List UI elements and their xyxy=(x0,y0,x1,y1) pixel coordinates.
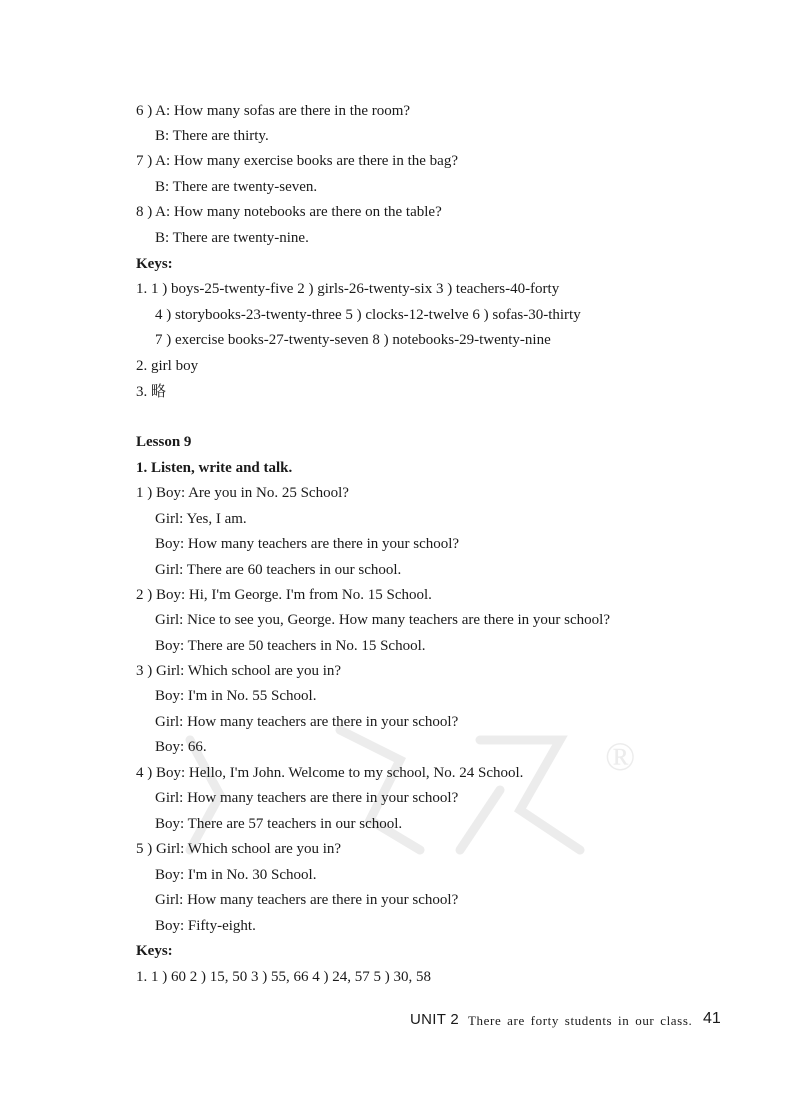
dialogue-line: Boy: I'm in No. 30 School. xyxy=(155,867,317,883)
dialogue-line: 2 ) Boy: Hi, I'm George. I'm from No. 15 School. xyxy=(136,587,432,603)
dialogue-line: Boy: How many teachers are there in your school? xyxy=(155,536,460,552)
page-footer xyxy=(410,1010,720,1032)
keys-heading: Keys: xyxy=(136,256,173,272)
dialogue-line: Boy: Fifty-eight. xyxy=(155,918,256,934)
text-line: B: There are twenty-seven. xyxy=(155,179,318,195)
page-number: 41 xyxy=(703,1010,721,1027)
key-line: 1. 1 ) 60 2 ) 15, 50 3 ) 55, 66 4 ) 24, 57 5 ) 30, 58 xyxy=(136,969,431,985)
dialogue-line: Girl: There are 60 teachers in our school. xyxy=(155,562,402,578)
dialogue-line: Girl: How many teachers are there in your school? xyxy=(155,714,459,730)
text-line: 6 ) A: How many sofas are there in the room? xyxy=(136,103,411,119)
text-line: B: There are twenty-nine. xyxy=(155,230,309,246)
key-line: 2. girl boy xyxy=(136,358,199,374)
keys-heading: Keys: xyxy=(136,943,173,959)
key-line: 4 ) storybooks-23-twenty-three 5 ) clocks-12-twelve 6 ) sofas-30-thirty xyxy=(155,307,581,323)
dialogue-line: Girl: Yes, I am. xyxy=(155,511,247,527)
lesson-heading: Lesson 9 xyxy=(136,434,192,450)
footer-unit: UNIT 2 xyxy=(410,1011,460,1028)
dialogue-line: 5 ) Girl: Which school are you in? xyxy=(136,841,342,857)
dialogue-line: Boy: 66. xyxy=(155,739,207,755)
dialogue-line: Boy: There are 57 teachers in our school. xyxy=(155,816,403,832)
dialogue-line: 3 ) Girl: Which school are you in? xyxy=(136,663,342,679)
dialogue-line: 1 ) Boy: Are you in No. 25 School? xyxy=(136,485,349,501)
dialogue-line: Boy: There are 50 teachers in No. 15 School. xyxy=(155,638,426,654)
text-line: B: There are thirty. xyxy=(155,128,269,144)
dialogue-line: 4 ) Boy: Hello, I'm John. Welcome to my school, No. 24 School. xyxy=(136,765,524,781)
dialogue-line: Girl: How many teachers are there in your school? xyxy=(155,790,459,806)
registered-mark: ® xyxy=(605,734,636,779)
key-line: 3. 略 xyxy=(136,384,167,400)
dialogue-line: Girl: How many teachers are there in your school? xyxy=(155,892,459,908)
key-line: 1. 1 ) boys-25-twenty-five 2 ) girls-26-twenty-six 3 ) teachers-40-forty xyxy=(136,281,560,297)
text-line: 7 ) A: How many exercise books are there in the bag? xyxy=(136,153,458,169)
dialogue-line: Boy: I'm in No. 55 School. xyxy=(155,688,317,704)
dialogue-line: Girl: Nice to see you, George. How many teachers are there in your school? xyxy=(155,612,610,628)
text-line: 8 ) A: How many notebooks are there on the table? xyxy=(136,204,442,220)
exercise-heading: 1. Listen, write and talk. xyxy=(136,460,293,476)
key-line: 7 ) exercise books-27-twenty-seven 8 ) notebooks-29-twenty-nine xyxy=(155,332,551,348)
footer-title: There are forty students in our class. xyxy=(468,1013,693,1028)
